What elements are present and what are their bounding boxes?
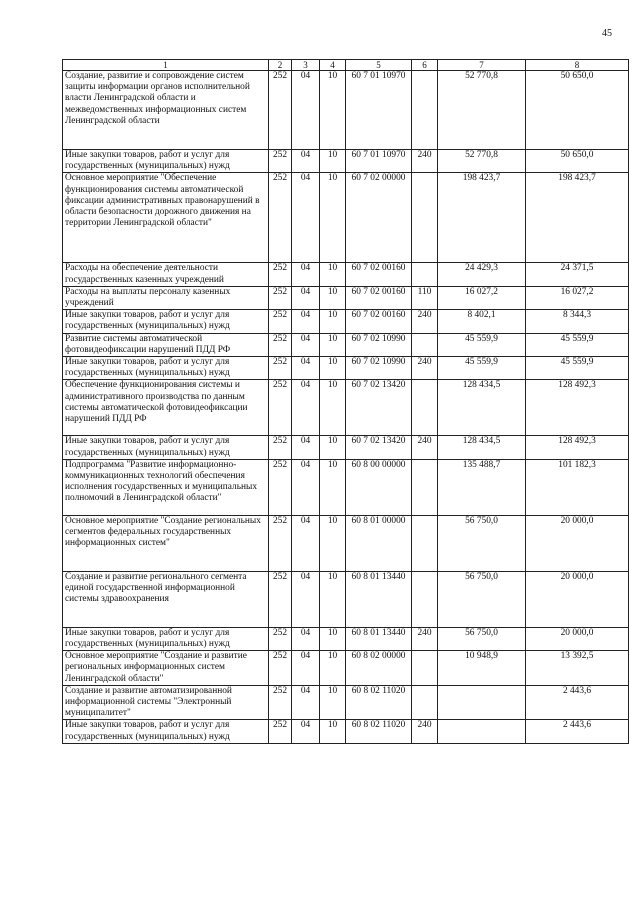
cell-subsection: 10 [320,515,346,571]
table-row [63,459,629,515]
cell-amount-col7: 52 770,8 [438,150,526,173]
cell-amount-col8: 20 000,0 [526,515,629,571]
cell-expense-type: 240 [412,310,438,333]
cell-target-article: 60 7 02 00160 [346,263,412,286]
cell-target-article: 60 8 00 00000 [346,459,412,515]
column-header: 2 [269,60,292,71]
cell-target-article: 60 8 02 00000 [346,651,412,686]
cell-target-article: 60 7 01 10970 [346,150,412,173]
cell-amount-col7: 135 488,7 [438,459,526,515]
cell-amount-col8: 20 000,0 [526,571,629,627]
cell-expense-type: 240 [412,720,438,743]
cell-target-article: 60 7 02 13420 [346,436,412,459]
cell-name: Иные закупки товаров, работ и услуг для государственных (муниципальных) нужд [63,150,269,173]
table-row [63,310,629,333]
cell-name: Иные закупки товаров, работ и услуг для государственных (муниципальных) нужд [63,627,269,650]
cell-subsection: 10 [320,627,346,650]
cell-section: 04 [292,173,320,263]
cell-section: 04 [292,310,320,333]
cell-code: 252 [269,357,292,380]
cell-subsection: 10 [320,685,346,720]
cell-code: 252 [269,436,292,459]
cell-name: Иные закупки товаров, работ и услуг для государственных (муниципальных) нужд [63,720,269,743]
cell-amount-col7: 56 750,0 [438,627,526,650]
table-row [63,173,629,263]
cell-subsection: 10 [320,651,346,686]
cell-name: Развитие системы автоматической фотовидеофиксации нарушений ПДД РФ [63,333,269,356]
cell-amount-col8: 16 027,2 [526,286,629,309]
table-row [63,685,629,720]
cell-code: 252 [269,310,292,333]
cell-name: Основное мероприятие "Обеспечение функционирования системы автоматической фиксации административных правонарушений в области безопасности дорожного движения на территории Ленинградской области" [63,173,269,263]
cell-expense-type: 240 [412,357,438,380]
cell-subsection: 10 [320,150,346,173]
cell-amount-col8: 101 182,3 [526,459,629,515]
cell-target-article: 60 7 02 13420 [346,380,412,436]
cell-code: 252 [269,627,292,650]
table-row [63,436,629,459]
table-row [63,720,629,743]
table-row [63,515,629,571]
cell-code: 252 [269,651,292,686]
cell-amount-col8: 198 423,7 [526,173,629,263]
cell-name: Создание, развитие и сопровождение систем защиты информации органов исполнительной власти Ленинградской области и межведомственных информационных систем Ленинградской области [63,71,269,150]
table-row [63,71,629,150]
cell-code: 252 [269,571,292,627]
cell-subsection: 10 [320,459,346,515]
cell-name: Иные закупки товаров, работ и услуг для государственных (муниципальных) нужд [63,357,269,380]
cell-name: Расходы на выплаты персоналу казенных учреждений [63,286,269,309]
cell-amount-col8: 2 443,6 [526,685,629,720]
cell-target-article: 60 7 02 00160 [346,310,412,333]
cell-expense-type: 240 [412,150,438,173]
cell-target-article: 60 8 02 11020 [346,720,412,743]
cell-amount-col7: 198 423,7 [438,173,526,263]
cell-target-article: 60 7 02 10990 [346,333,412,356]
cell-target-article: 60 7 01 10970 [346,71,412,150]
cell-expense-type [412,571,438,627]
cell-expense-type [412,651,438,686]
cell-subsection: 10 [320,571,346,627]
cell-target-article: 60 7 02 10990 [346,357,412,380]
table-row [63,357,629,380]
cell-section: 04 [292,286,320,309]
cell-amount-col7 [438,685,526,720]
cell-amount-col8: 24 371,5 [526,263,629,286]
cell-amount-col8: 128 492,3 [526,436,629,459]
cell-section: 04 [292,263,320,286]
cell-subsection: 10 [320,720,346,743]
cell-name: Иные закупки товаров, работ и услуг для государственных (муниципальных) нужд [63,436,269,459]
cell-amount-col7: 45 559,9 [438,333,526,356]
cell-code: 252 [269,459,292,515]
column-header: 5 [346,60,412,71]
cell-amount-col8: 45 559,9 [526,333,629,356]
column-header: 1 [63,60,269,71]
cell-expense-type: 240 [412,627,438,650]
column-header: 6 [412,60,438,71]
cell-expense-type [412,515,438,571]
cell-amount-col8: 128 492,3 [526,380,629,436]
budget-table [62,59,629,744]
cell-amount-col7: 52 770,8 [438,71,526,150]
cell-expense-type [412,685,438,720]
cell-amount-col8: 13 392,5 [526,651,629,686]
cell-section: 04 [292,685,320,720]
budget-table-body [63,60,629,744]
column-header: 7 [438,60,526,71]
cell-section: 04 [292,357,320,380]
cell-expense-type [412,71,438,150]
cell-amount-col8: 45 559,9 [526,357,629,380]
cell-expense-type [412,380,438,436]
table-row [63,286,629,309]
cell-amount-col8: 20 000,0 [526,627,629,650]
page-number: 45 [602,28,612,39]
cell-section: 04 [292,651,320,686]
cell-amount-col7: 10 948,9 [438,651,526,686]
cell-target-article: 60 8 01 13440 [346,571,412,627]
cell-amount-col8: 50 650,0 [526,150,629,173]
cell-section: 04 [292,436,320,459]
cell-section: 04 [292,515,320,571]
cell-target-article: 60 8 01 13440 [346,627,412,650]
cell-subsection: 10 [320,173,346,263]
cell-code: 252 [269,286,292,309]
table-header-row [63,60,629,71]
cell-amount-col7 [438,720,526,743]
cell-section: 04 [292,150,320,173]
cell-expense-type [412,459,438,515]
cell-target-article: 60 8 01 00000 [346,515,412,571]
table-row [63,651,629,686]
column-header: 8 [526,60,629,71]
cell-expense-type: 110 [412,286,438,309]
cell-expense-type [412,173,438,263]
cell-amount-col7: 56 750,0 [438,571,526,627]
cell-section: 04 [292,380,320,436]
cell-code: 252 [269,685,292,720]
cell-section: 04 [292,459,320,515]
cell-amount-col8: 8 344,3 [526,310,629,333]
cell-section: 04 [292,333,320,356]
column-header: 4 [320,60,346,71]
cell-amount-col8: 2 443,6 [526,720,629,743]
cell-amount-col8: 50 650,0 [526,71,629,150]
cell-amount-col7: 56 750,0 [438,515,526,571]
cell-name: Основное мероприятие "Создание региональных сегментов федеральных государственных информационных систем" [63,515,269,571]
cell-section: 04 [292,571,320,627]
cell-amount-col7: 16 027,2 [438,286,526,309]
cell-subsection: 10 [320,380,346,436]
column-header: 3 [292,60,320,71]
cell-subsection: 10 [320,263,346,286]
cell-section: 04 [292,627,320,650]
table-row [63,333,629,356]
cell-code: 252 [269,150,292,173]
cell-expense-type: 240 [412,436,438,459]
table-row [63,380,629,436]
table-row [63,150,629,173]
cell-code: 252 [269,173,292,263]
cell-section: 04 [292,720,320,743]
cell-code: 252 [269,515,292,571]
cell-name: Иные закупки товаров, работ и услуг для государственных (муниципальных) нужд [63,310,269,333]
cell-amount-col7: 128 434,5 [438,380,526,436]
cell-target-article: 60 8 02 11020 [346,685,412,720]
cell-subsection: 10 [320,71,346,150]
table-row [63,627,629,650]
cell-code: 252 [269,333,292,356]
cell-target-article: 60 7 02 00160 [346,286,412,309]
cell-amount-col7: 8 402,1 [438,310,526,333]
cell-expense-type [412,263,438,286]
cell-subsection: 10 [320,436,346,459]
cell-code: 252 [269,380,292,436]
table-row [63,571,629,627]
cell-subsection: 10 [320,310,346,333]
cell-code: 252 [269,71,292,150]
cell-code: 252 [269,720,292,743]
cell-subsection: 10 [320,357,346,380]
cell-code: 252 [269,263,292,286]
cell-amount-col7: 128 434,5 [438,436,526,459]
cell-section: 04 [292,71,320,150]
cell-name: Расходы на обеспечение деятельности государственных казенных учреждений [63,263,269,286]
cell-expense-type [412,333,438,356]
cell-name: Создание и развитие автоматизированной информационной системы "Электронный муниципалитет" [63,685,269,720]
cell-name: Обеспечение функционирования системы и административного производства по данным системы автоматической фотовидеофиксации нарушений ПДД РФ [63,380,269,436]
cell-amount-col7: 45 559,9 [438,357,526,380]
table-row [63,263,629,286]
cell-subsection: 10 [320,286,346,309]
cell-target-article: 60 7 02 00000 [346,173,412,263]
cell-name: Подпрограмма "Развитие информационно-коммуникационных технологий обеспечения исполнения государственных и муниципальных полномочий в Ленинградской области" [63,459,269,515]
cell-subsection: 10 [320,333,346,356]
cell-name: Создание и развитие регионального сегмента единой государственной информационной системы здравоохранения [63,571,269,627]
cell-name: Основное мероприятие "Создание и развитие региональных информационных систем Ленинградской области" [63,651,269,686]
cell-amount-col7: 24 429,3 [438,263,526,286]
